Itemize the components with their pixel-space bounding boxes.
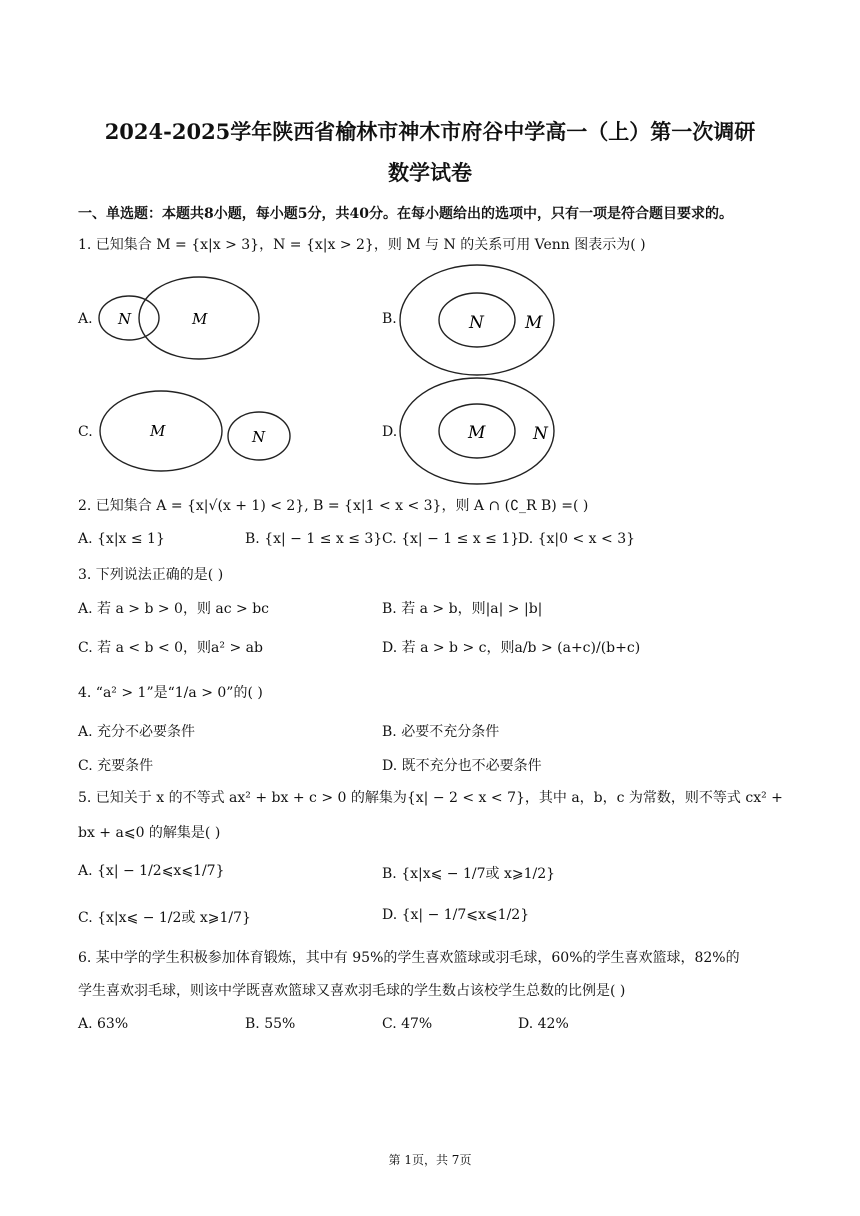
venn-diagram-d (398, 375, 560, 490)
venn-diagram-b (398, 262, 560, 382)
q2-option-a: A. {x|x ≤ 1} (78, 531, 165, 547)
question-3-stem: 3. 下列说法正确的是( ) (78, 567, 224, 583)
question-5-stem-line-1: 5. 已知关于 x 的不等式 ax² + bx + c > 0 的解集为{x| − 2 < x < 7}，其中 a，b，c 为常数，则不等式 cx² + (78, 790, 783, 806)
q4-option-c: C. 充要条件 (78, 758, 154, 774)
section-header: 一、单选题：本题共8小题，每小题5分，共40分。在每小题给出的选项中，只有一项是符合题目要求的。 (78, 206, 733, 222)
venn-d-inner-label: M (468, 423, 486, 443)
q5-option-a: A. {x| − 1/2⩽x⩽1/7} (78, 863, 225, 879)
q2-option-d: D. {x|0 < x < 3} (518, 531, 636, 547)
venn-diagram-a (95, 270, 265, 365)
venn-c-left-label: M (150, 422, 166, 440)
q6-option-c: C. 47% (382, 1016, 433, 1032)
question-1-stem: 1. 已知集合 M = {x|x > 3}，N = {x|x > 2}，则 M 与 N 的关系可用 Venn 图表示为( ) (78, 237, 646, 253)
q1-option-a-label: A. (78, 311, 93, 327)
question-2-stem: 2. 已知集合 A = {x|√(x + 1) < 2}, B = {x|1 < x < 3}，则 A ∩ (∁_R B) =( ) (78, 498, 589, 514)
venn-diagram-c (95, 388, 300, 476)
q3-option-d: D. 若 a > b > c，则a/b > (a+c)/(b+c) (382, 640, 641, 656)
q3-option-c: C. 若 a < b < 0，则a² > ab (78, 640, 263, 656)
question-6-stem-line-2: 学生喜欢羽毛球，则该中学既喜欢篮球又喜欢羽毛球的学生数占该校学生总数的比例是( ) (78, 983, 626, 999)
q4-option-d: D. 既不充分也不必要条件 (382, 758, 542, 774)
page-title-line-1: 2024-2025学年陕西省榆林市神木市府谷中学高一（上）第一次调研 (104, 119, 756, 144)
venn-b-outer-label: M (525, 313, 543, 333)
venn-b-inner-label: N (469, 313, 484, 333)
venn-a-right-label: M (192, 310, 208, 328)
q3-option-b: B. 若 a > b，则|a| > |b| (382, 601, 543, 617)
q4-option-a: A. 充分不必要条件 (78, 724, 196, 740)
q5-option-c: C. {x|x⩽ − 1/2或 x⩾1/7} (78, 910, 251, 926)
question-6-stem-line-1: 6. 某中学的学生积极参加体育锻炼，其中有 95%的学生喜欢篮球或羽毛球，60%的学生喜欢篮球，82%的 (78, 950, 740, 966)
page-footer: 第 1页，共 7页 (388, 1153, 472, 1167)
q6-option-d: D. 42% (518, 1016, 569, 1032)
q1-option-d-label: D. (382, 424, 398, 440)
venn-a-left-label: N (118, 310, 132, 328)
venn-c-right-label: N (252, 428, 266, 446)
q2-option-b: B. {x| − 1 ≤ x ≤ 3} (245, 531, 383, 547)
q1-option-b-label: B. (382, 311, 397, 327)
q1-option-c-label: C. (78, 424, 93, 440)
question-5-stem-line-2: bx + a⩽0 的解集是( ) (78, 825, 221, 841)
q4-option-b: B. 必要不充分条件 (382, 724, 500, 740)
page-title-line-2: 数学试卷 (388, 160, 472, 185)
q5-option-b: B. {x|x⩽ − 1/7或 x⩾1/2} (382, 866, 556, 882)
q6-option-b: B. 55% (245, 1016, 296, 1032)
q5-option-d: D. {x| − 1/7⩽x⩽1/2} (382, 907, 530, 923)
q2-option-c: C. {x| − 1 ≤ x ≤ 1} (382, 531, 520, 547)
q6-option-a: A. 63% (78, 1016, 129, 1032)
question-4-stem: 4. “a² > 1”是“1/a > 0”的( ) (78, 685, 263, 701)
venn-d-outer-label: N (533, 424, 548, 444)
q3-option-a: A. 若 a > b > 0，则 ac > bc (78, 601, 270, 617)
